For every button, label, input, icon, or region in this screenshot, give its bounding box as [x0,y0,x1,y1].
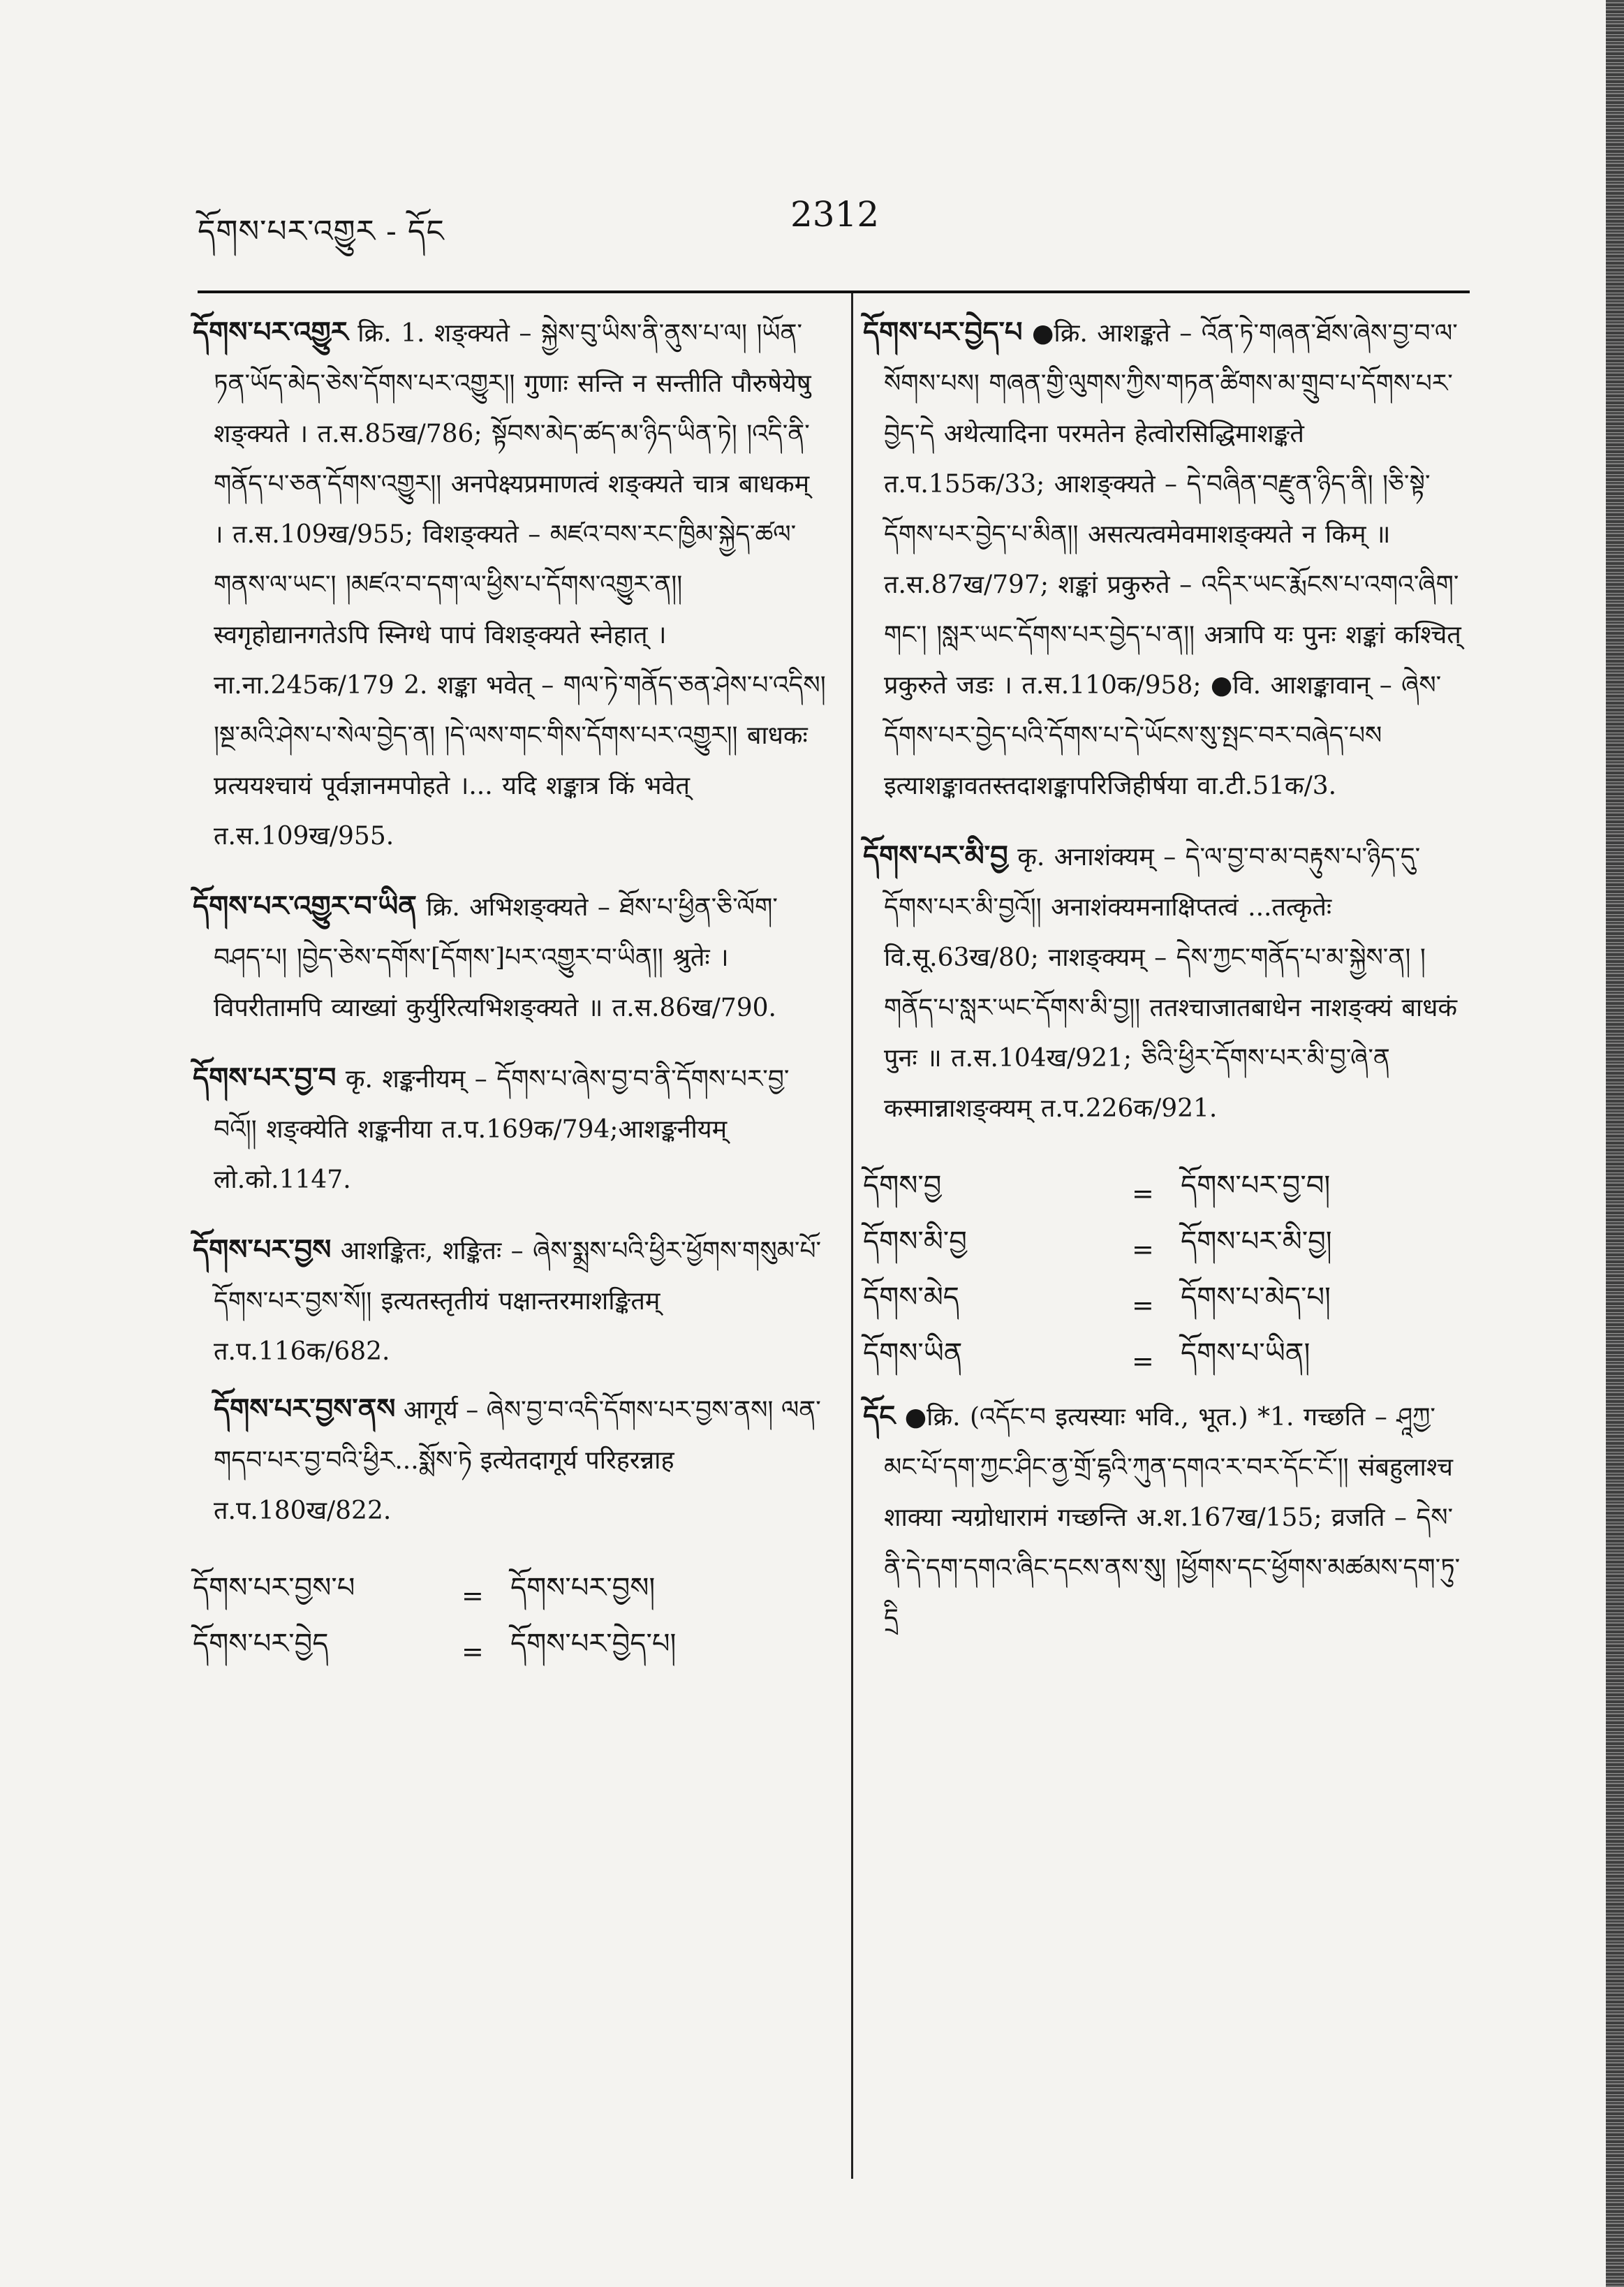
sub-entry-headword: དོགས་པར་བྱས་ནས [214,1392,396,1425]
xref-term: དོགས་ཡིན [863,1337,963,1369]
entry-headword: དོགས་པར་བྱས [193,1233,332,1266]
dictionary-entry [863,831,1470,1134]
dictionary-entry [193,1053,828,1205]
xref-target: དོགས་པར་བྱས། [510,1572,656,1604]
entry-body: आशङ्कितः, शङ्कितः – ཞེས་སྨྲས་པའི་ཕྱིར་ཕྱོགས་གསུམ་པོ་དོགས་པར་བྱས་སོ།། इत्यतस्तृतीयं पक्षान्तरमाशङ्कितम् त.प.116क/682. [214,1237,822,1366]
xref-term: དོགས་པར་བྱས་པ [193,1572,355,1604]
cross-reference [863,1321,1470,1377]
cross-reference [863,1209,1470,1265]
dictionary-entry [193,307,828,862]
dictionary-entry [193,1225,828,1536]
entry-headword: དོགས་པར་བྱ་བ [193,1061,337,1094]
entry-headword: དོང [863,1399,896,1432]
scan-edge [1606,0,1624,2287]
entry-body: क्रि. 1. शङ्क्यते – སྐྱེས་བུ་ཡིས་ནི་ནུས་པ་ལ། །ཡོན་ཏན་ཡོད་མེད་ཅེས་དོགས་པར་འགྱུར།། गुणाः सन्ति न सन्तीति पौरुषेयेषु शङ्क्यते । त.स.85ख/786; སྟོབས་མེད་ཚད་མ་ཉིད་ཡིན་ཏེ། །འདི་ནི་གནོད་པ་ཅན་དོགས་འགྱུར།། अनपेक्ष्यप्रमाणत्वं शङ्क्यते चात्र बाधकम् । त.स.109ख/955; विशङ्क्यते – མཛའ་བས་རང་ཁྱིམ་སྐྱེད་ཚལ་གནས་ལ་ཡང་། །མཛའ་བ་དག་ལ་ཕྱིས་པ་དོགས་འགྱུར་ན།། स्वगृहोद्यानगतेऽपि स्निग्धे पापं विशङ्क्यते स्नेहात् । ना.ना.245क/179 2. शङ्का भवेत् – གལ་ཏེ་གནོད་ཅན་ཤེས་པ་འདིས། །སྔ་མའི་ཤེས་པ་སེལ་བྱེད་ན། །དེ་ལས་གང་གིས་དོགས་པར་འགྱུར།། बाधकः प्रत्ययश्चायं पूर्वज्ञानमपोहते ।... यदि शङ्कात्र किं भवेत् त.स.109ख/955. [214,319,826,851]
entry-body: कृ. अनाशंक्यम् – དེ་ལ་བྱ་བ་མ་བརྟུས་པ་ཉིད་དུ་དོགས་པར་མི་བྱའོ།། अनाशंक्यमनाक्षिप्तत्वं ...तत्कृतेः वि.सू.63ख/80; नाशङ्क्यम् – དེས་ཀྱང་གནོད་པ་མ་སྐྱེས་ན། །གནོད་པ་སླར་ཡང་དོགས་མི་བྱ།། ततश्चाजातबाधेन नाशङ्क्यं बाधकं पुनः ॥ त.स.104ख/921; ཅིའི་ཕྱིར་དོགས་པར་མི་བྱ་ཞེ་ན कस्मान्नाशङ्क्यम् त.प.226क/921. [884,843,1457,1123]
xref-target: དོགས་པ་ཡིན། [1181,1337,1311,1369]
dictionary-entry [193,881,828,1034]
equals-sign: = [462,1580,484,1611]
sub-entry-body: आगूर्य – ཞེས་བྱ་བ་འདི་དོགས་པར་བྱས་ནས། ལན་གདབ་པར་བྱ་བའི་ཕྱིར...སྨོས་ཏེ इत्येतदागूर्य परिहरन्नाह त.प.180ख/822. [214,1396,821,1525]
entry-body: क्रि. अभिशङ्क्यते – ཐོས་པ་ཕྱིན་ཅི་ལོག་བཤད་པ། །བྱེད་ཅེས་དགོས་[དོགས་]པར་འགྱུར་བ་ཡིན།། श्रुतेः । विपरीतामपि व्याख्यां कुर्युरित्यभिशङ्क्यते ॥ त.स.86ख/790. [214,893,778,1022]
equals-sign: = [1132,1345,1154,1376]
running-head: དོགས་པར་འགྱུར - དོང [198,214,445,249]
xref-term: དོགས་མི་བྱ [863,1226,967,1258]
entry-body: ●क्रि. आशङ्कते – འོན་ཏེ་གཞན་ཐོས་ཞེས་བྱ་བ་ལ་སོགས་པས། གཞན་གྱི་ལུགས་ཀྱིས་གཏན་ཚིགས་མ་གྲུབ་པ་དོགས་པར་བྱེད་དེ अथेत्यादिना परमतेन हेत्वोरसिद्धिमाशङ्कते त.प.155क/33; आशङ्क्यते – དེ་བཞིན་བརྫུན་ཉིད་ནི། །ཅི་སྟེ་དོགས་པར་བྱེད་པ་མིན།། असत्यत्वमेवमाशङ्क्यते न किम् ॥ त.स.87ख/797; शङ्कां प्रकुरुते – འདིར་ཡང་རྨོངས་པ་འགའ་ཞིག་གང་། །སླར་ཡང་དོགས་པར་བྱེད་པ་ན།། अत्रापि यः पुनः शङ्कां कश्चित् प्रकुरुते जडः । त.स.110क/958; ●वि. आशङ्कावान् – ཞེས་དོགས་པར་བྱེད་པའི་དོགས་པ་དེ་ཡོངས་སུ་སྤང་བར་བཞེད་པས इत्याशङ्कावतस्तदाशङ्कापरिजिहीर्षया वा.टी.51क/3. [884,319,1461,800]
xref-target: དོགས་པ་མེད་པ། [1181,1281,1331,1314]
xref-term: དོགས་མེད [863,1281,959,1314]
right-column [863,307,1470,1663]
entry-headword: དོགས་པར་མི་བྱ [863,839,1008,872]
cross-reference [193,1612,828,1668]
header-rule [198,291,1470,293]
column-divider [851,293,853,2179]
equals-sign: = [462,1635,484,1667]
sub-entry [193,1384,828,1536]
entry-headword: དོགས་པར་འགྱུར་བ་ཡིན [193,890,417,922]
page-header [0,187,1624,249]
entry-headword: དོགས་པར་བྱེད་པ [863,316,1023,348]
equals-sign: = [1132,1233,1154,1265]
entry-body: ●क्रि. (འདོང་བ इत्यस्याः भवि., भूत.) *1. गच्छति – ཤཱཀྱ་མང་པོ་དག་ཀྱང་ཤིང་ནྱ་གྲོ་དྷའི་ཀུན་དགའ་ར་བར་དོང་ངོ་།། संबहुलाश्च शाक्या न्यग्रोधारामं गच्छन्ति अ.श.167ख/155; व्रजति – དེས་ནི་དེ་དག་དགའ་ཞིང་དངས་ནས་སུ། །ཕྱོགས་དང་ཕྱོགས་མཚམས་དག་ཏུ་དྲི [884,1403,1461,1633]
left-column [193,307,828,1668]
equals-sign: = [1132,1177,1154,1209]
dictionary-entry [863,1391,1470,1644]
equals-sign: = [1132,1289,1154,1321]
xref-target: དོགས་པར་བྱ་བ། [1181,1170,1331,1202]
page-number: 2312 [790,194,880,235]
entry-headword: དོགས་པར་འགྱུར [193,316,348,348]
cross-reference [863,1265,1470,1321]
cross-reference [863,1154,1470,1209]
cross-reference [193,1556,828,1612]
entry-body: कृ. शङ्कनीयम् – དོགས་པ་ཞེས་བྱ་བ་ནི་དོགས་པར་བྱ་བའོ།། शङ्क्येति शङ्कनीया त.प.169क/794;आशङ्कनीयम् लो.को.1147. [214,1065,790,1194]
xref-target: དོགས་པར་བྱེད་པ། [510,1628,677,1660]
xref-target: དོགས་པར་མི་བྱ། [1181,1226,1332,1258]
dictionary-entry [863,307,1470,811]
xref-term: དོགས་པར་བྱེད [193,1628,329,1660]
xref-term: དོགས་བྱ [863,1170,942,1202]
